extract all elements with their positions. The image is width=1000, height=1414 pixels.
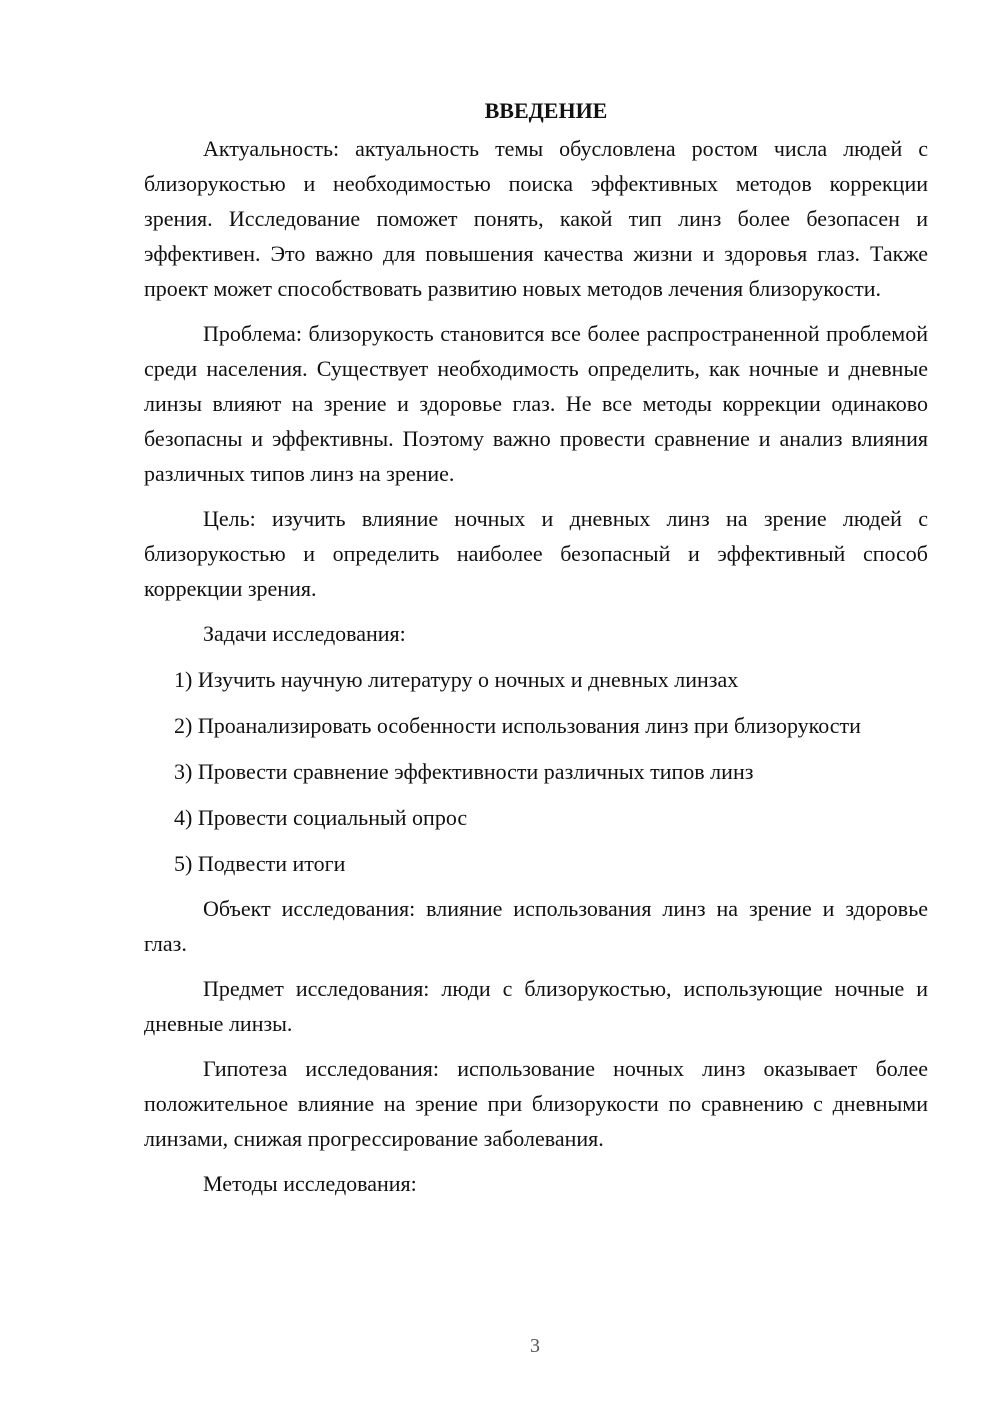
paragraph-goal: Цель: изучить влияние ночных и дневных линз на зрение людей с близорукостью и определить наиболее безопасный и эффективный способ коррекции зрения. [144,506,928,601]
task-item-3: 3) Провести сравнение эффективности различных типов линз [174,759,754,784]
page-body [144,96,928,1201]
task-item-4: 4) Провести социальный опрос [174,805,468,830]
paragraph-problem: Проблема: близорукость становится все более распространенной проблемой среди населения. Существует необходимость определить, как ночные и дневные линзы влияют на зрение и здоровье глаз. Не все методы коррекции одинаково безопасны и эффективны. Поэтому важно провести сравнение и анализ влияния различных типов линз на зрение. [144,321,928,486]
paragraph-hypothesis: Гипотеза исследования: использование ночных линз оказывает более положительное влияние на зрение при близорукости по сравнению с дневными линзами, снижая прогрессирование заболевания. [144,1056,928,1151]
task-item-5: 5) Подвести итоги [174,851,346,876]
paragraph-object: Объект исследования: влияние использования линз на зрение и здоровье глаз. [144,896,928,956]
section-heading: ВВЕДЕНИЕ [484,98,608,123]
task-item-2: 2) Проанализировать особенности использования линз при близорукости [174,713,861,738]
page-number: 3 [530,1335,540,1357]
paragraph-subject: Предмет исследования: люди с близорукостью, использующие ночные и дневные линзы. [144,976,928,1036]
task-item-1: 1) Изучить научную литературу о ночных и дневных линзах [174,667,739,692]
tasks-title: Задачи исследования: [203,621,406,646]
paragraph-relevance: Актуальность: актуальность темы обусловлена ростом числа людей с близорукостью и необходимостью поиска эффективных методов коррекции зрения. Исследование поможет понять, какой тип линз более безопасен и эффективен. Это важно для повышения качества жизни и здоровья глаз. Также проект может способствовать развитию новых методов лечения близорукости. [144,136,928,301]
methods-title: Методы исследования: [203,1171,417,1196]
